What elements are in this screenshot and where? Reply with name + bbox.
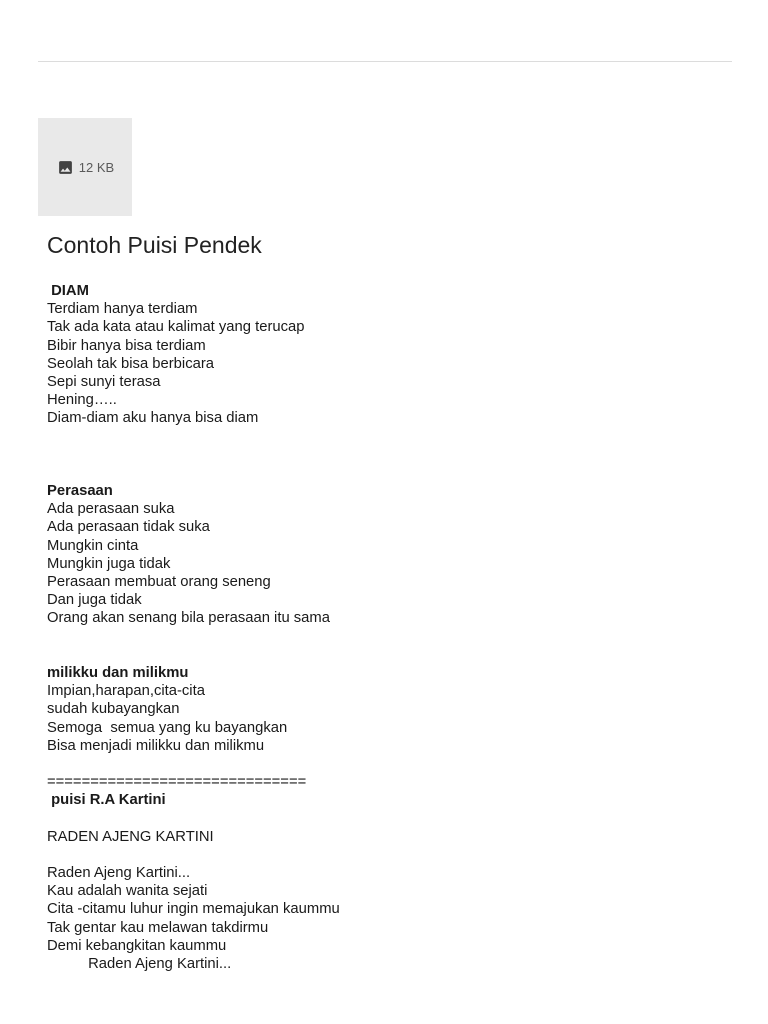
poem-line: ============================== (47, 774, 307, 791)
poem-heading: DIAM (47, 283, 89, 299)
poem-line: sudah kubayangkan (47, 701, 180, 718)
poem-line: RADEN AJENG KARTINI (47, 828, 214, 845)
poem-line: Ada perasaan suka (47, 501, 175, 518)
poem-line (47, 464, 727, 482)
poem-line: Mungkin juga tidak (47, 555, 171, 572)
image-icon (56, 159, 75, 176)
poem-line: Ada perasaan tidak suka (47, 519, 210, 536)
poem-line: Demi kebangkitan kaummu (47, 937, 227, 954)
poem-line: Orang akan senang bila perasaan itu sama (47, 610, 330, 627)
poem-line (47, 428, 727, 446)
poem-heading: milikku dan milikmu (47, 664, 189, 681)
poem-line: Seolah tak bisa berbicara (47, 355, 214, 372)
poem-line: Dan juga tidak (47, 592, 142, 609)
poem-line: Bisa menjadi milikku dan milikmu (47, 737, 265, 754)
poem-line (47, 755, 727, 773)
poem-line: Cita -citamu luhur ingin memajukan kaummu (47, 901, 340, 918)
poem-heading: puisi R.A Kartini (47, 792, 166, 809)
poem-line (47, 646, 727, 664)
top-divider (38, 61, 732, 62)
poem-line: Bibir hanya bisa terdiam (47, 337, 206, 354)
poem-line (47, 628, 727, 646)
document-body (47, 282, 727, 973)
attachment-size: 12 KB (78, 159, 115, 175)
poem-heading: Perasaan (47, 483, 113, 500)
poem-line: Impian,harapan,cita-cita (47, 683, 205, 700)
poem-line: Raden Ajeng Kartini... (47, 955, 232, 972)
poem-line: Perasaan membuat orang seneng (47, 574, 271, 590)
poem-line (47, 846, 727, 864)
page-title: Contoh Puisi Pendek (47, 232, 262, 258)
poem-line: Mungkin cinta (47, 537, 139, 554)
image-attachment[interactable] (38, 118, 132, 216)
poem-line: Tak ada kata atau kalimat yang terucap (47, 319, 305, 336)
poem-line: Raden Ajeng Kartini... (47, 865, 191, 881)
poem-line: Sepi sunyi terasa (47, 373, 161, 390)
poem-line: Hening….. (47, 392, 117, 409)
poem-line: Semoga semua yang ku bayangkan (47, 719, 288, 736)
poem-line: Diam-diam aku hanya bisa diam (47, 410, 259, 427)
poem-line: Kau adalah wanita sejati (47, 883, 208, 900)
poem-line (47, 446, 727, 464)
poem-line (47, 809, 727, 827)
poem-line: Terdiam hanya terdiam (47, 301, 198, 318)
poem-line: Tak gentar kau melawan takdirmu (47, 919, 269, 936)
